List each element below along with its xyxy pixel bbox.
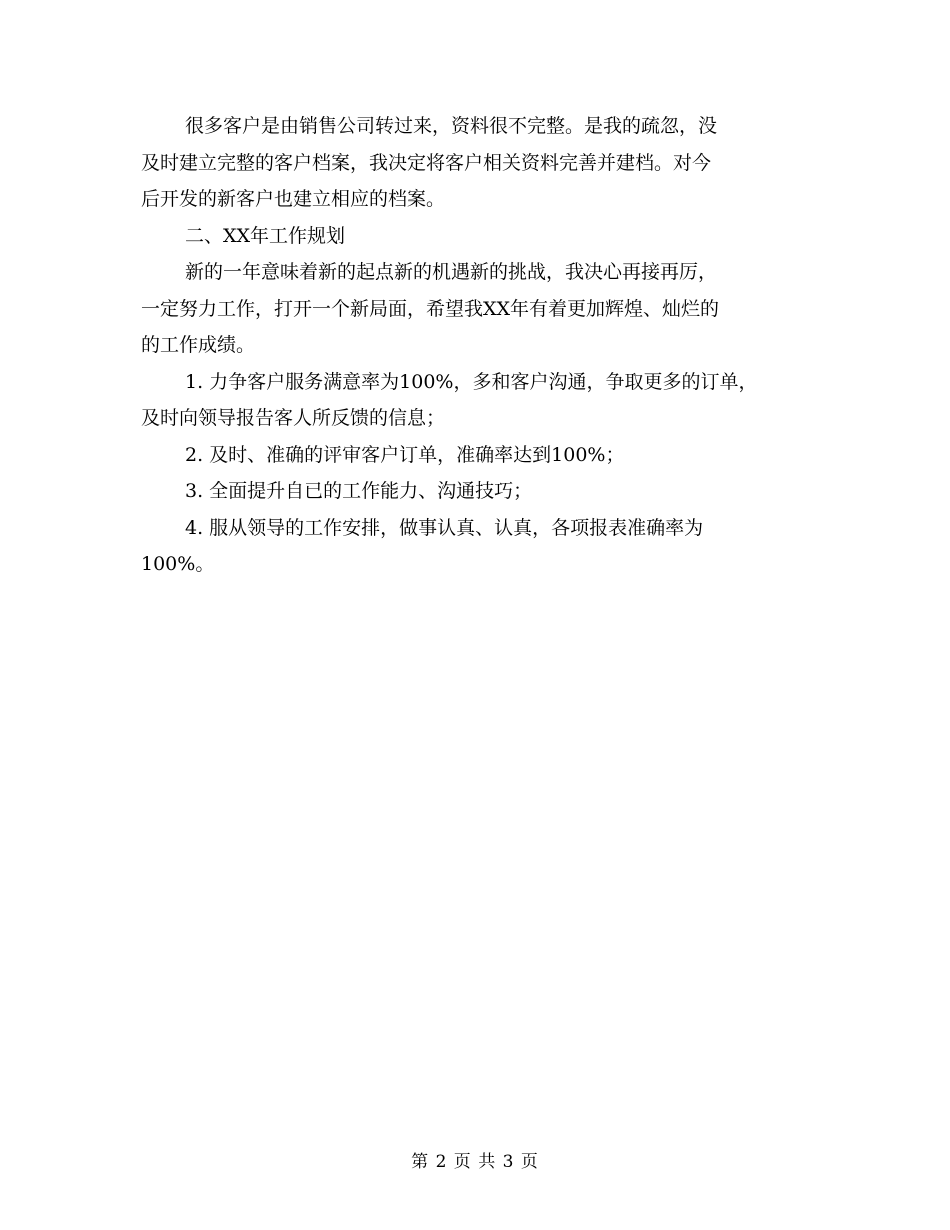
text-line: 很多客户是由销售公司转过来，资料很不完整。是我的疏忽，没 [185, 115, 718, 137]
text-line: 及时向领导报告客人所反馈的信息； [141, 407, 446, 429]
list-item-4 [141, 510, 831, 583]
text-line: 后开发的新客户也建立相应的档案。 [141, 188, 446, 210]
list-item-1 [141, 364, 831, 437]
text-line: 2. 及时、准确的评审客户订单，准确率达到100%； [185, 443, 625, 466]
paragraph-customer-files [141, 108, 831, 218]
list-item-3 [141, 473, 831, 510]
text-line: 一定努力工作，打开一个新局面，希望我XX年有着更加辉煌、灿烂的 [141, 297, 720, 320]
page-number-footer: 第 2 页 共 3 页 [411, 1152, 539, 1172]
section-heading [141, 218, 831, 255]
text-line: 1. 力争客户服务满意率为100%，多和客户沟通，争取更多的订单， [185, 370, 758, 393]
text-line: 及时建立完整的客户档案，我决定将客户相关资料完善并建档。对今 [141, 151, 712, 174]
list-item-2 [141, 437, 831, 474]
paragraph-new-year [141, 254, 831, 364]
text-line: 新的一年意味着新的起点新的机遇新的挑战，我决心再接再厉， [185, 261, 718, 283]
text-line: 4. 服从领导的工作安排，做事认真、认真，各项报表准确率为 [185, 516, 704, 539]
document-body [141, 108, 831, 583]
text-line: 100%。 [141, 553, 215, 575]
text-line: 3. 全面提升自已的工作能力、沟通技巧； [185, 480, 533, 502]
section-heading-text: 二、XX年工作规划 [185, 224, 346, 247]
text-line: 的工作成绩。 [141, 334, 256, 356]
